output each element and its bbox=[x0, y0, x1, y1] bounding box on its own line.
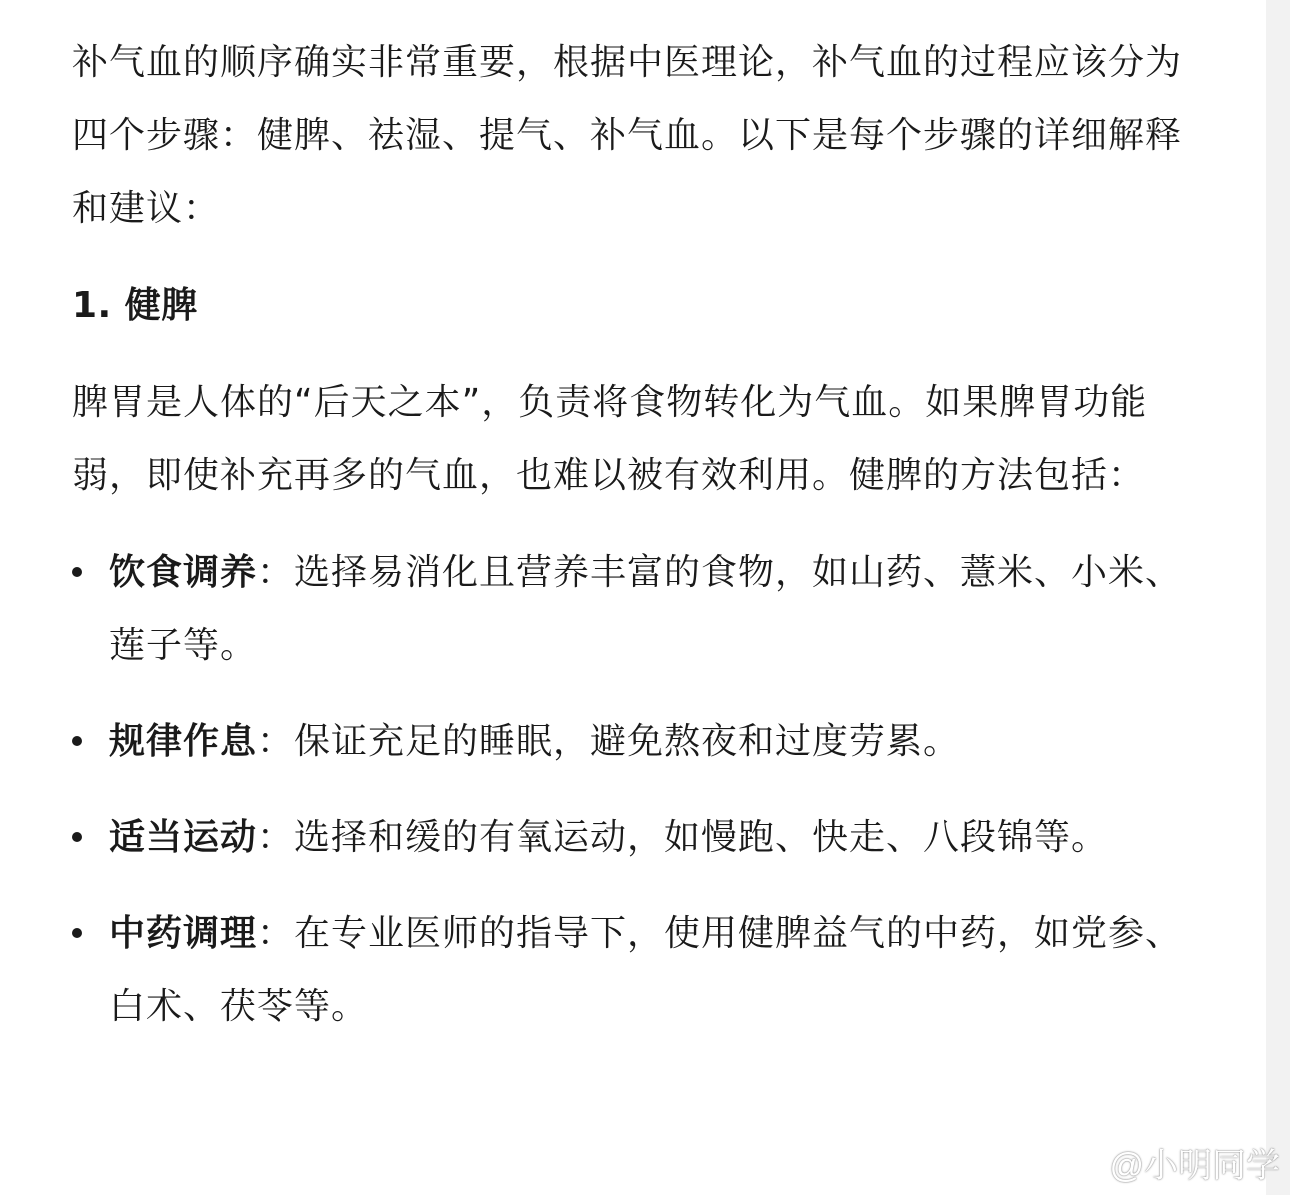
list-item-colon: ： bbox=[257, 913, 295, 954]
list-item-colon: ： bbox=[257, 817, 295, 858]
bullet-icon bbox=[72, 832, 82, 842]
article-body bbox=[72, 26, 1197, 1066]
list-item-title: 中药调理 bbox=[109, 913, 258, 954]
section-paragraph: 脾胃是人体的“后天之本”，负责将食物转化为气血。如果脾胃功能弱，即使补充再多的气血，也难以被有效利用。健脾的方法包括： bbox=[72, 382, 1148, 496]
list-item-title: 适当运动 bbox=[109, 817, 258, 858]
list-item-title: 饮食调养 bbox=[109, 552, 258, 593]
watermark-text: @小明同学 bbox=[1109, 1147, 1280, 1185]
list-item-colon: ： bbox=[257, 721, 295, 762]
list-item-text: 选择和缓的有氧运动，如慢跑、快走、八段锦等。 bbox=[294, 817, 1109, 858]
list-item-text: 选择易消化且营养丰富的食物，如山药、薏米、小米、莲子等。 bbox=[109, 552, 1183, 666]
weibo-watermark bbox=[1059, 1138, 1280, 1187]
list-item-text: 保证充足的睡眠，避免熬夜和过度劳累。 bbox=[294, 721, 961, 762]
list-item bbox=[72, 801, 1197, 874]
list-item bbox=[72, 536, 1197, 682]
weibo-logo-icon bbox=[1059, 1145, 1103, 1181]
bullet-icon bbox=[72, 567, 82, 577]
list-item-title: 规律作息 bbox=[109, 721, 258, 762]
section-heading: 1. 健脾 bbox=[72, 285, 198, 326]
bullet-icon bbox=[72, 928, 82, 938]
bullet-icon bbox=[72, 736, 82, 746]
intro-paragraph: 补气血的顺序确实非常重要，根据中医理论，补气血的过程应该分为四个步骤：健脾、祛湿、提气、补气血。以下是每个步骤的详细解释和建议： bbox=[72, 42, 1183, 229]
list-item-text: 在专业医师的指导下，使用健脾益气的中药，如党参、白术、茯苓等。 bbox=[109, 913, 1183, 1027]
list-item-colon: ： bbox=[257, 552, 295, 593]
list-item bbox=[72, 897, 1197, 1043]
list-item bbox=[72, 705, 1197, 778]
method-list bbox=[72, 536, 1197, 1043]
